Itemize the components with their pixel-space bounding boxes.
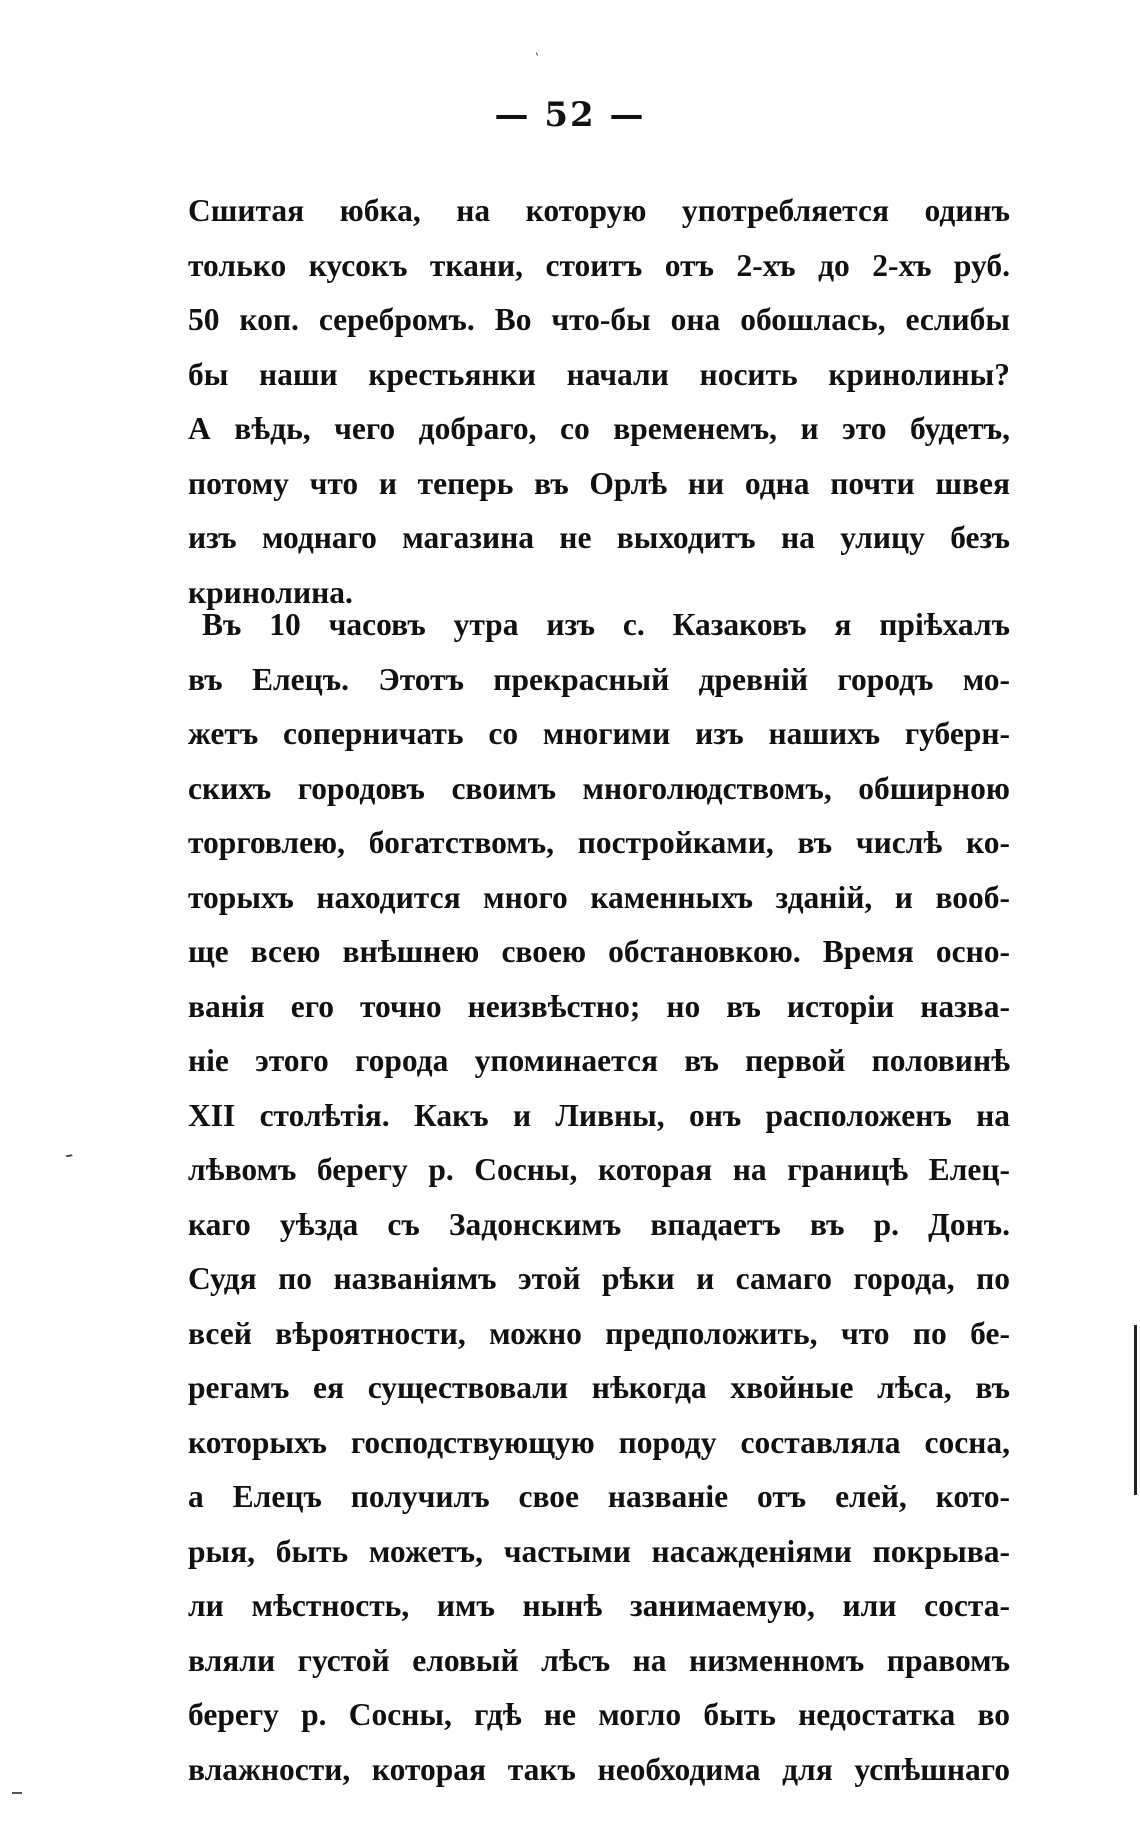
text-line: Судя по названіямъ этой рѣки и самаго города, по (188, 1261, 1010, 1296)
text-line: влажности, которая такъ необходима для успѣшнаго (188, 1751, 1010, 1787)
scan-edge-mark (12, 1792, 22, 1794)
text-line: а Елецъ получилъ свое названіе отъ елей, кото- (188, 1479, 1010, 1514)
text-line: XII столѣтія. Какъ и Ливны, онъ расположенъ на (188, 1097, 1010, 1133)
text-line: торговлею, богатствомъ, постройками, въ числѣ ко- (188, 825, 1010, 860)
text-line: вляли густой еловый лѣсъ на низменномъ правомъ (188, 1642, 1010, 1678)
text-line: Въ 10 часовъ утра изъ с. Казаковъ я пріѣхалъ (202, 607, 1010, 642)
text-line: ще всею внѣшнею своею обстановкою. Время осно- (188, 934, 1010, 969)
text-line: 50 коп. серебромъ. Во что-бы она обошлась, еслибы (188, 302, 1010, 337)
scan-speck: ˊ (46, 1147, 77, 1179)
text-line: регамъ ея существовали нѣкогда хвойные лѣса, въ (188, 1370, 1010, 1405)
text-line: потому что и теперь въ Орлѣ ни одна почти швея (188, 465, 1010, 501)
scan-speck: ˋ (529, 51, 542, 69)
paragraph-1 (188, 184, 1010, 620)
text-line: берегу р. Сосны, гдѣ не могло быть недостатка во (188, 1697, 1010, 1732)
text-line: жетъ соперничать со многими изъ нашихъ губерн- (188, 716, 1010, 751)
text-line: изъ моднаго магазина не выходитъ на улицу безъ (188, 520, 1010, 555)
text-line: рыя, быть можетъ, частыми насажденіями покрыва- (188, 1533, 1010, 1569)
text-line: торыхъ находится много каменныхъ зданій, и вооб- (188, 879, 1010, 915)
text-line: которыхъ господствующую породу составляла сосна, (188, 1424, 1010, 1460)
text-line: А вѣдь, чего добраго, со временемъ, и это будетъ, (188, 411, 1010, 446)
text-line: ли мѣстность, имъ нынѣ занимаемую, или соста- (188, 1588, 1010, 1623)
page-number: — 52 — (494, 95, 646, 135)
text-line: лѣвомъ берегу р. Сосны, которая на границѣ Елец- (188, 1152, 1010, 1187)
text-line: всей вѣроятности, можно предположить, что по бе- (188, 1315, 1010, 1351)
text-line: въ Елецъ. Этотъ прекрасный древній городъ мо- (188, 661, 1010, 697)
text-line: каго уѣзда съ Задонскимъ впадаетъ въ р. Донъ. (188, 1206, 1010, 1242)
text-line: ніе этого города упоминается въ первой половинѣ (188, 1043, 1010, 1078)
text-line: только кусокъ ткани, стоитъ отъ 2-хъ до 2-хъ руб. (188, 247, 1010, 283)
scan-edge-mark (1134, 1325, 1137, 1495)
text-line: Сшитая юбка, на которую употребляется одинъ (188, 193, 1010, 228)
paragraph-2 (188, 598, 1010, 1797)
text-line: бы наши крестьянки начали носить кринолины? (188, 356, 1010, 392)
text-line: кринолина. (188, 574, 353, 610)
text-line: ванія его точно неизвѣстно; но въ исторіи назва- (188, 988, 1010, 1024)
text-line: скихъ городовъ своимъ многолюдствомъ, обширною (188, 770, 1010, 806)
